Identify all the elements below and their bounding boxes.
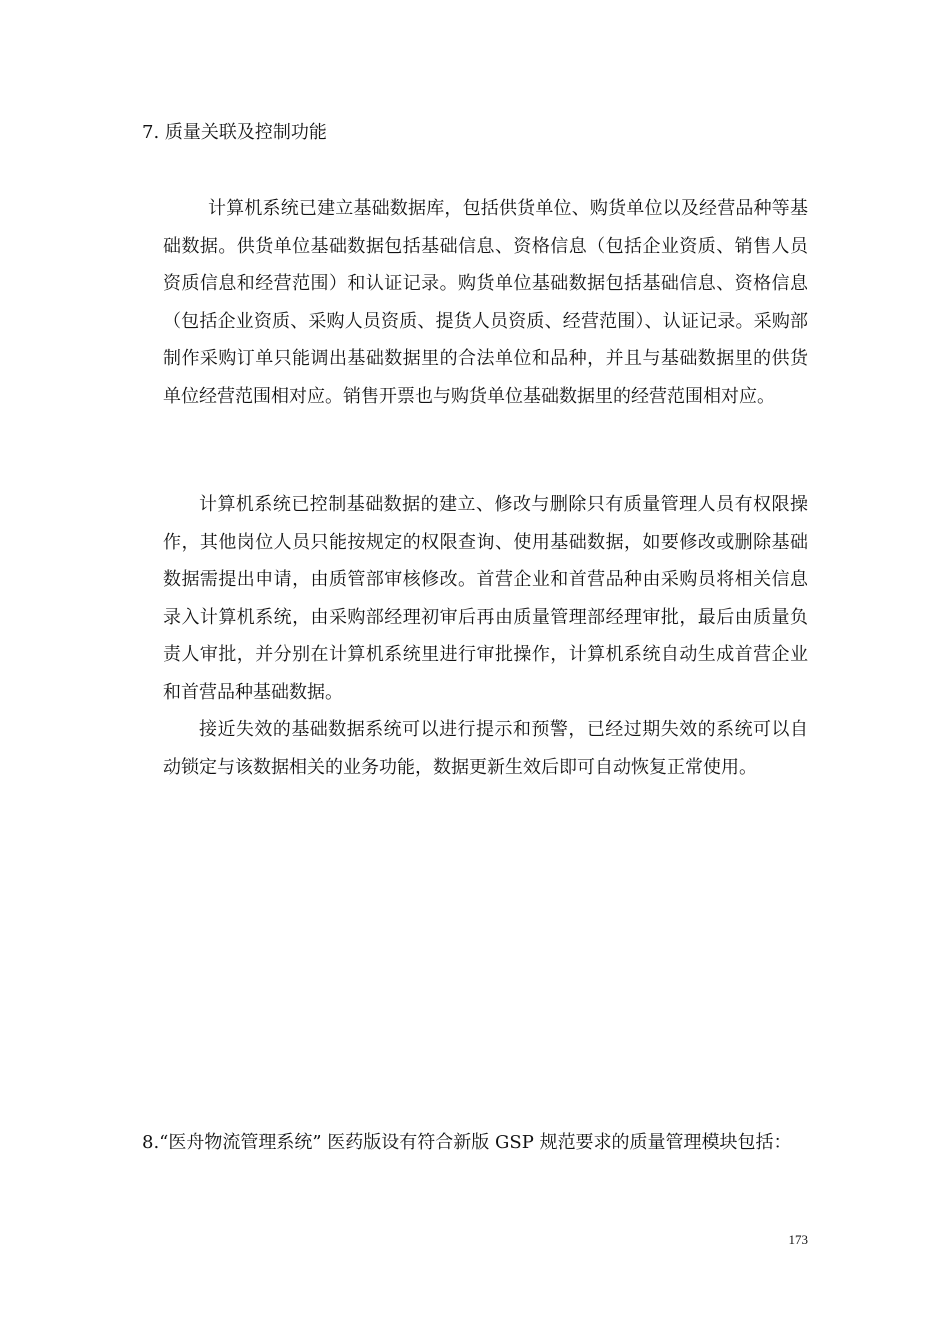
section-7-heading: 7. 质量关联及控制功能 [142,122,327,143]
section-8-heading: 8.“医舟物流管理系统” 医药版设有符合新版 GSP 规范要求的质量管理模块包括： [142,1132,792,1153]
section-7-paragraph-1: 计算机系统已建立基础数据库，包括供货单位、购货单位以及经营品种等基础数据。供货单位基础数据包括基础信息、资格信息（包括企业资质、销售人员资质信息和经营范围）和认证记录。购货单位基础数据包括基础信息、资格信息（包括企业资质、采购人员资质、提货人员资质、经营范围）、认证记录。采购部制作采购订单只能调出基础数据里的合法单位和品种，并且与基础数据里的供货单位经营范围相对应。销售开票也与购货单位基础数据里的经营范围相对应。 [163,198,808,407]
section-7-paragraph-2: 计算机系统已控制基础数据的建立、修改与删除只有质量管理人员有权限操作，其他岗位人员只能按规定的权限查询、使用基础数据，如要修改或删除基础数据需提出申请，由质管部审核修改。首营企业和首营品种由采购员将相关信息录入计算机系统，由采购部经理初审后再由质量管理部经理审批，最后由质量负责人审批，并分别在计算机系统里进行审批操作，计算机系统自动生成首营企业和首营品种基础数据。 [163,494,808,703]
section-7-paragraph-3: 接近失效的基础数据系统可以进行提示和预警，已经过期失效的系统可以自动锁定与该数据相关的业务功能，数据更新生效后即可自动恢复正常使用。 [163,719,808,778]
page-number: 173 [788,1232,808,1247]
